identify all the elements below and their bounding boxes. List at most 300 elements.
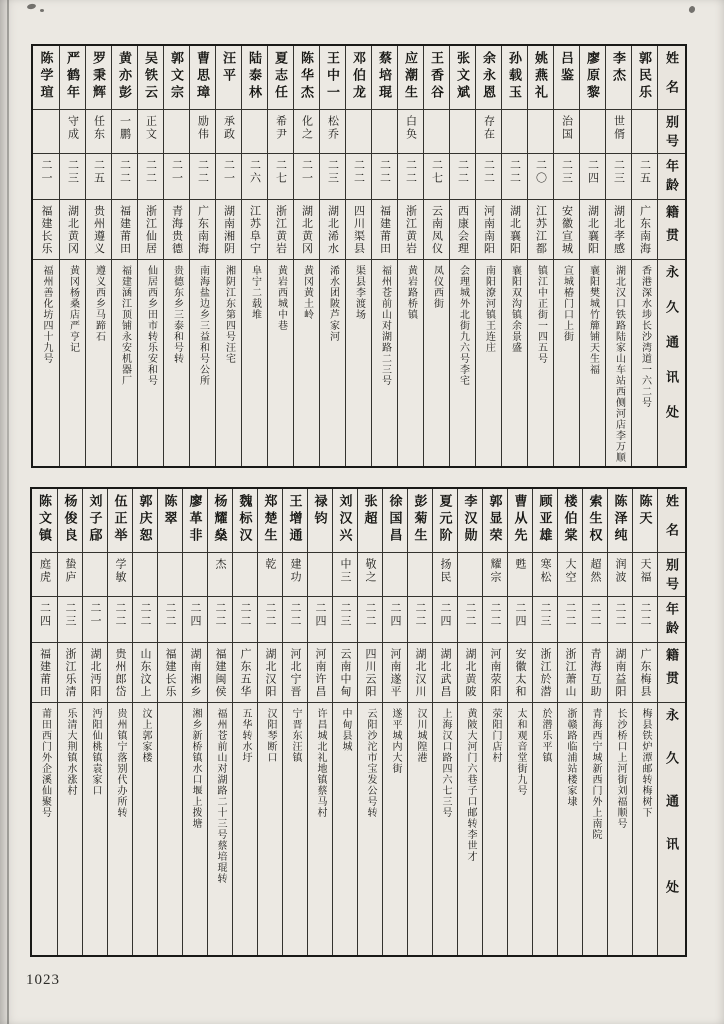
person-name: 郭民乐 [637,51,652,102]
native-place-cell [508,643,532,703]
person-age: 二二 [144,159,157,185]
person-age: 二七 [430,159,443,185]
address-cell [164,260,189,466]
person-column [382,489,407,955]
native-place-cell [450,200,475,260]
alias-cell [433,553,457,597]
top-directory-table [31,44,687,468]
native-place-cell [528,200,553,260]
person-age: 二二 [508,159,521,185]
alias-cell [528,110,553,154]
person-alias: 杰 [214,558,226,571]
alias-cell [190,110,215,154]
person-name: 顾亚雄 [537,494,553,545]
name-cell [346,46,371,110]
native-place-cell [138,200,163,260]
scan-speck [27,3,37,10]
scan-speck [688,5,696,14]
person-column [307,489,332,955]
person-name: 郭庆恕 [137,494,153,545]
native-place-cell [108,643,132,703]
alias-cell [33,110,59,154]
person-column [189,46,215,466]
native-place-cell [346,200,371,260]
person-alias: 中三 [339,558,351,584]
alias-cell [554,110,579,154]
address-cell [398,260,423,466]
person-address: 会理城外北街九六号李宅 [457,265,469,386]
age-cell [508,597,532,643]
person-address: 襄阳双沟镇余景盛 [509,265,521,353]
person-address: 贵州镇宁落别代办所转 [115,708,126,818]
alias-cell [408,553,432,597]
person-native-place: 湖北沔阳 [89,648,101,698]
address-cell [580,260,605,466]
age-cell [346,154,371,200]
alias-cell [60,110,85,154]
person-age: 二二 [289,602,301,628]
person-address: 遂平城内大街 [390,708,401,774]
name-cell [398,46,423,110]
person-name: 夏志任 [273,51,288,102]
person-column [282,489,307,955]
age-cell [558,597,582,643]
name-cell [372,46,397,110]
person-column [553,46,579,466]
person-column [57,489,82,955]
age-cell [112,154,137,200]
person-address: 南海盐边乡三益和号公所 [197,265,209,386]
native-place-cell [112,200,137,260]
person-alias: 润波 [614,558,626,584]
name-cell [476,46,501,110]
address-cell [33,260,59,466]
person-address: 宁晋东汪镇 [290,708,301,763]
person-native-place: 湖北孝感 [612,205,625,255]
native-place-cell [502,200,527,260]
person-alias: 耀宗 [489,558,501,584]
address-cell [216,260,241,466]
person-name: 李汉勋 [462,494,478,545]
person-address: 上海汉口路四六七三号 [440,708,451,818]
header-cell-age [658,597,685,643]
age-cell [333,597,357,643]
address-cell [112,260,137,466]
person-alias: 治国 [560,115,573,141]
name-cell [58,489,82,553]
native-place-cell [633,643,657,703]
person-column [232,489,257,955]
age-cell [424,154,449,200]
header-cell-age [658,154,685,200]
alias-cell [208,553,232,597]
person-alias: 甦 [514,558,526,571]
person-column [432,489,457,955]
header-label-name: 姓名 [664,494,679,552]
person-column [532,489,557,955]
person-age: 二二 [464,602,476,628]
name-cell [450,46,475,110]
native-place-cell [372,200,397,260]
person-native-place: 青海互助 [589,648,601,698]
person-column [111,46,137,466]
person-column [631,46,657,466]
person-age: 二六 [248,159,261,185]
person-native-place: 安徽宣城 [560,205,573,255]
person-column [215,46,241,466]
name-cell [606,46,631,110]
header-cell-address [658,260,685,466]
name-cell [308,489,332,553]
person-age: 二二 [164,602,176,628]
person-alias: 学敏 [114,558,126,584]
person-address: 南阳潦河镇王连庄 [483,265,495,353]
name-cell [383,489,407,553]
native-place-cell [242,200,267,260]
name-cell [408,489,432,553]
scan-speck [40,9,44,12]
person-address: 长沙桥口上河街刘福顺号 [615,708,626,829]
native-place-cell [83,643,107,703]
alias-cell [268,110,293,154]
name-cell [502,46,527,110]
person-age: 二二 [404,159,417,185]
person-name: 陈翠 [162,494,178,528]
name-cell [190,46,215,110]
name-cell [554,46,579,110]
person-age: 二四 [38,602,51,628]
person-name: 陈天 [637,494,653,528]
person-address: 凤仪西街 [431,265,443,309]
person-column [157,489,182,955]
person-age: 二一 [222,159,235,185]
person-alias: 超然 [589,558,601,584]
address-cell [583,703,607,955]
address-cell [632,260,657,466]
native-place-cell [158,643,182,703]
alias-cell [558,553,582,597]
person-column [457,489,482,955]
age-cell [433,597,457,643]
person-native-place: 福建长乐 [40,205,52,255]
person-age: 二三 [64,602,76,628]
person-column [163,46,189,466]
person-age: 二二 [564,602,576,628]
person-native-place: 青海贵德 [170,205,183,255]
name-cell [242,46,267,110]
address-cell [554,260,579,466]
alias-cell [383,553,407,597]
person-column [605,46,631,466]
person-age: 二二 [239,602,251,628]
person-alias: 承政 [222,115,235,141]
person-name: 伍正举 [112,494,128,545]
alias-cell [58,553,82,597]
age-cell [138,154,163,200]
person-age: 二三 [339,602,351,628]
person-native-place: 浙江於潜 [539,648,551,698]
person-native-place: 福建莆田 [378,205,391,255]
age-cell [528,154,553,200]
header-cell-alias [658,553,685,597]
person-name: 索生权 [587,494,603,545]
person-name: 禄钧 [312,494,328,528]
person-column [293,46,319,466]
age-cell [408,597,432,643]
person-age: 二一 [170,159,183,185]
age-cell [183,597,207,643]
person-alias: 正文 [144,115,157,141]
person-age: 二二 [364,602,376,628]
alias-cell [608,553,632,597]
address-cell [158,703,182,955]
person-column [33,46,59,466]
address-cell [476,260,501,466]
person-name: 黄亦彭 [117,51,132,102]
person-native-place: 浙江黄岩 [404,205,417,255]
alias-cell [458,553,482,597]
native-place-cell [283,643,307,703]
person-native-place: 福建莆田 [118,205,131,255]
alias-cell [583,553,607,597]
age-cell [483,597,507,643]
person-age: 二四 [586,159,599,185]
alias-cell [606,110,631,154]
address-cell [183,703,207,955]
address-cell [138,260,163,466]
native-place-cell [433,643,457,703]
native-place-cell [558,643,582,703]
age-cell [606,154,631,200]
person-native-place: 贵州郎岱 [114,648,126,698]
age-cell [108,597,132,643]
person-name: 徐国昌 [387,494,403,545]
person-address: 仙居西乡田市转乐安和号 [145,265,157,386]
alias-cell [242,110,267,154]
person-column [345,46,371,466]
person-column [579,46,605,466]
person-age: 二二 [414,602,426,628]
age-cell [133,597,157,643]
address-cell [528,260,553,466]
age-cell [320,154,345,200]
header-cell-name [658,489,685,553]
person-alias: 建功 [289,558,301,584]
person-age: 二四 [389,602,401,628]
age-cell [83,597,107,643]
name-cell [164,46,189,110]
name-cell [108,489,132,553]
alias-cell [508,553,532,597]
person-column [332,489,357,955]
person-native-place: 安徽太和 [514,648,526,698]
name-cell [333,489,357,553]
person-native-place: 浙江黄岩 [274,205,287,255]
address-cell [32,703,57,955]
name-cell [583,489,607,553]
person-name: 魏标汉 [237,494,253,545]
person-native-place: 河南南阳 [482,205,495,255]
person-address: 镇江中正街一四五号 [535,265,547,364]
person-age: 二四 [189,602,201,628]
person-column [632,489,657,955]
alias-cell [294,110,319,154]
age-cell [476,154,501,200]
age-cell [33,154,59,200]
person-age: 二二 [378,159,391,185]
address-cell [533,703,557,955]
person-name: 郭显荣 [487,494,503,545]
age-cell [32,597,57,643]
person-age: 二〇 [534,159,547,185]
name-cell [320,46,345,110]
address-cell [258,703,282,955]
alias-cell [86,110,111,154]
name-cell [633,489,657,553]
person-alias: 庭虎 [38,558,51,584]
person-column [357,489,382,955]
person-age: 二三 [612,159,625,185]
native-place-cell [258,643,282,703]
person-name: 孙载玉 [507,51,522,102]
age-cell [233,597,257,643]
alias-cell [216,110,241,154]
person-age: 二一 [300,159,313,185]
person-native-place: 河南许昌 [314,648,326,698]
person-native-place: 湖南益阳 [614,648,626,698]
person-address: 湘阴江东第四号汪宅 [223,265,235,364]
age-cell [383,597,407,643]
person-age: 二五 [92,159,105,185]
person-column [267,46,293,466]
header-label-alias: 别号 [664,115,679,153]
age-cell [86,154,111,200]
header-label-address: 永久通讯处 [664,265,679,440]
person-name: 陈文镇 [37,494,52,545]
address-cell [58,703,82,955]
person-address: 青海西宁城新西门外上南院 [590,708,601,840]
person-column [407,489,432,955]
person-alias: 化之 [300,115,313,141]
person-age: 二一 [40,159,52,185]
alias-cell [308,553,332,597]
person-age: 二七 [274,159,287,185]
address-cell [433,703,457,955]
person-native-place: 广东梅县 [639,648,651,698]
person-name: 应潮生 [403,51,418,102]
person-address: 黄冈黄土岭 [301,265,313,320]
age-cell [533,597,557,643]
person-native-place: 四川渠县 [352,205,365,255]
person-native-place: 湖南湘乡 [189,648,201,698]
age-cell [502,154,527,200]
person-native-place: 湖北黄冈 [66,205,79,255]
person-age: 二三 [560,159,573,185]
address-cell [606,260,631,466]
address-cell [424,260,449,466]
person-native-place: 云南凤仪 [430,205,443,255]
native-place-cell [333,643,357,703]
person-native-place: 河北宁晋 [289,648,301,698]
native-place-cell [183,643,207,703]
person-address: 福州苍前山对湖路二十三号蔡培琨转 [215,708,226,884]
person-age: 二二 [456,159,469,185]
name-cell [60,46,85,110]
name-cell [258,489,282,553]
person-address: 五华转水圩 [240,708,251,763]
native-place-cell [268,200,293,260]
person-age: 二二 [139,602,151,628]
binding-shadow [7,0,9,1024]
header-cell-native-place [658,200,685,260]
name-cell [112,46,137,110]
person-native-place: 湖北汉川 [414,648,426,698]
person-column [207,489,232,955]
person-address: 襄阳樊城竹簰铺天生福 [587,265,599,375]
header-cell-alias [658,110,685,154]
alias-cell [502,110,527,154]
person-name: 罗秉辉 [91,51,106,102]
person-name: 刘汉兴 [337,494,353,545]
name-cell [508,489,532,553]
person-column [319,46,345,466]
person-name: 夏元阶 [437,494,453,545]
address-cell [558,703,582,955]
person-column [241,46,267,466]
person-address: 贵德东乡三泰和号转 [171,265,183,364]
person-name: 刘子郈 [87,494,103,545]
person-name: 王香谷 [429,51,444,102]
alias-cell [372,110,397,154]
native-place-cell [216,200,241,260]
person-name: 邓伯龙 [351,51,366,102]
person-native-place: 湖北黄冈 [300,205,313,255]
alias-cell [183,553,207,597]
person-name: 郭文宗 [169,51,184,102]
person-name: 彭菊生 [412,494,428,545]
alias-cell [476,110,501,154]
person-column [137,46,163,466]
person-address: 许昌城北礼地镇蔡马村 [315,708,326,818]
header-column [657,46,685,466]
address-cell [408,703,432,955]
person-address: 湖北汉口铁路陆家山车站西侧河店李万顺 [613,265,625,463]
person-native-place: 河南遂平 [389,648,401,698]
person-name: 廖原黎 [585,51,600,102]
age-cell [216,154,241,200]
person-native-place: 浙江乐清 [64,648,76,698]
name-cell [533,489,557,553]
person-column [527,46,553,466]
person-column [257,489,282,955]
person-alias: 天福 [639,558,651,584]
native-place-cell [476,200,501,260]
person-name: 曹思璋 [195,51,210,102]
native-place-cell [408,643,432,703]
native-place-cell [533,643,557,703]
person-address: 湘乡新桥镇水口堰上拨塘 [190,708,201,829]
person-alias: 寒松 [539,558,551,584]
person-address: 浙赣路临浦站楼家埭 [565,708,576,807]
alias-cell [164,110,189,154]
person-name: 郑楚生 [262,494,278,545]
person-age: 二四 [514,602,526,628]
person-alias: 存在 [482,115,495,141]
person-native-place: 湖北襄阳 [586,205,599,255]
native-place-cell [424,200,449,260]
native-place-cell [583,643,607,703]
name-cell [208,489,232,553]
